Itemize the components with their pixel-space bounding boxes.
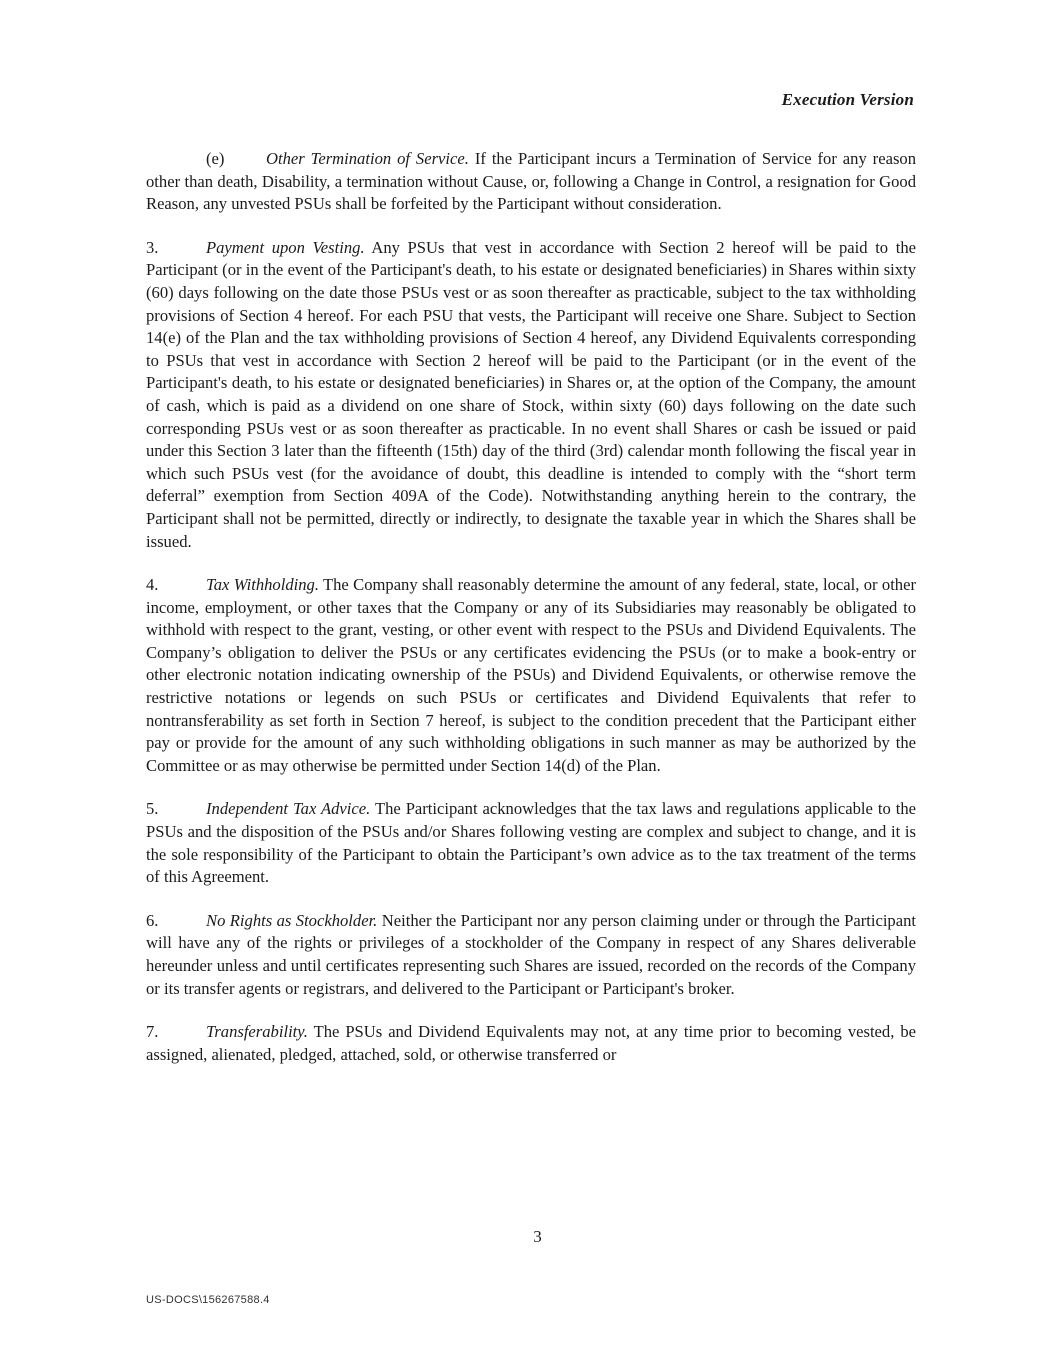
paragraph-number: 7.	[146, 1022, 159, 1042]
paragraph-5	[146, 798, 916, 888]
page-number: 3	[533, 1227, 542, 1246]
paragraph-number: 5.	[146, 799, 159, 819]
document-body	[146, 148, 916, 1087]
paragraph-heading: No Rights as Stockholder.	[206, 910, 378, 930]
paragraph-text: If the Participant incurs a Termination of Service for any reason other than death, Disability, a termination without Cause, or, following a Change in Control, a resignation for Good Reason, any unvested PSUs shall be forfeited by the Participant without consideration.	[146, 149, 916, 214]
paragraph-text: The Participant acknowledges that the tax laws and regulations applicable to the PSUs and the disposition of the PSUs and/or Shares following vesting are complex and subject to change, and it is the sole responsibility of the Participant to obtain the Participant’s own advice as to the tax treatment of the terms of this Agreement.	[146, 799, 916, 887]
paragraph-number: 4.	[146, 575, 159, 595]
paragraph-heading: Other Termination of Service.	[266, 149, 469, 168]
paragraph-3	[146, 237, 916, 553]
execution-version-label: Execution Version	[781, 90, 914, 109]
paragraph-heading: Tax Withholding.	[206, 575, 319, 595]
paragraph-4	[146, 574, 916, 777]
paragraph-text: Any PSUs that vest in accordance with Section 2 hereof will be paid to the Participant (or in the event of the Participant's death, to his estate or designated beneficiaries) in Shares within sixty (60) days following on the date those PSUs vest or as soon thereafter as practicable, subject to the tax withholding provisions of Section 4 hereof. For each PSU that vests, the Participant will receive one Share. Subject to Section 14(e) of the Plan and the tax withholding provisions of Section 4 hereof, any Dividend Equivalents corresponding to PSUs that vest in accordance with Section 2 hereof will be paid to the Participant (or in the event of the Participant's death, to his estate or designated beneficiaries) in Shares or, at the option of the Company, the amount of cash, which is paid as a dividend on one share of Stock, within sixty (60) days following on the date such corresponding PSUs vest or as soon thereafter as practicable. In no event shall Shares or cash be issued or paid under this Section 3 later than the fifteenth (15th) day of the third (3rd) calendar month following the fiscal year in which such PSUs vest (for the avoidance of doubt, this deadline is intended to comply with the “short term deferral” exemption from Section 409A of the Code). Notwithstanding anything herein to the contrary, the Participant shall not be permitted, directly or indirectly, to designate the taxable year in which the Shares shall be issued.	[146, 237, 917, 551]
paragraph-number: 6.	[146, 910, 159, 930]
paragraph-heading: Transferability.	[206, 1022, 308, 1042]
paragraph-heading: Payment upon Vesting.	[206, 237, 365, 257]
paragraph-text: The PSUs and Dividend Equivalents may not, at any time prior to becoming vested, be assigned, alienated, pledged, attached, sold, or otherwise transferred or	[146, 1022, 916, 1064]
paragraph-e	[146, 148, 916, 216]
paragraph-7	[146, 1021, 916, 1066]
paragraph-text: Neither the Participant nor any person claiming under or through the Participant will have any of the rights or privileges of a stockholder of the Company in respect of any Shares deliverable hereunder unless and until certificates representing such Shares are issued, recorded on the records of the Company or its transfer agents or registrars, and delivered to the Participant or Participant's broker.	[146, 910, 916, 998]
paragraph-heading: Independent Tax Advice.	[206, 799, 371, 819]
paragraph-6	[146, 910, 916, 1000]
document-id: US-DOCS\156267588.4	[146, 1294, 270, 1306]
paragraph-number: 3.	[146, 237, 159, 257]
paragraph-text: The Company shall reasonably determine the amount of any federal, state, local, or other income, employment, or other taxes that the Company or any of its Subsidiaries may reasonably be obligated to withhold with respect to the grant, vesting, or other event with respect to the PSUs and Dividend Equivalents. The Company’s obligation to deliver the PSUs or any certificates evidencing the PSUs (or to make a book-entry or other electronic notation indicating ownership of the PSUs) and Dividend Equivalents, or otherwise remove the restrictive notations or legends on such PSUs or certificates and Dividend Equivalents that refer to nontransferability as set forth in Section 7 hereof, is subject to the condition precedent that the Participant either pay or provide for the amount of any such withholding obligations in such manner as may be authorized by the Committee or as may otherwise be permitted under Section 14(d) of the Plan.	[146, 575, 916, 775]
paragraph-number: (e)	[206, 149, 225, 168]
